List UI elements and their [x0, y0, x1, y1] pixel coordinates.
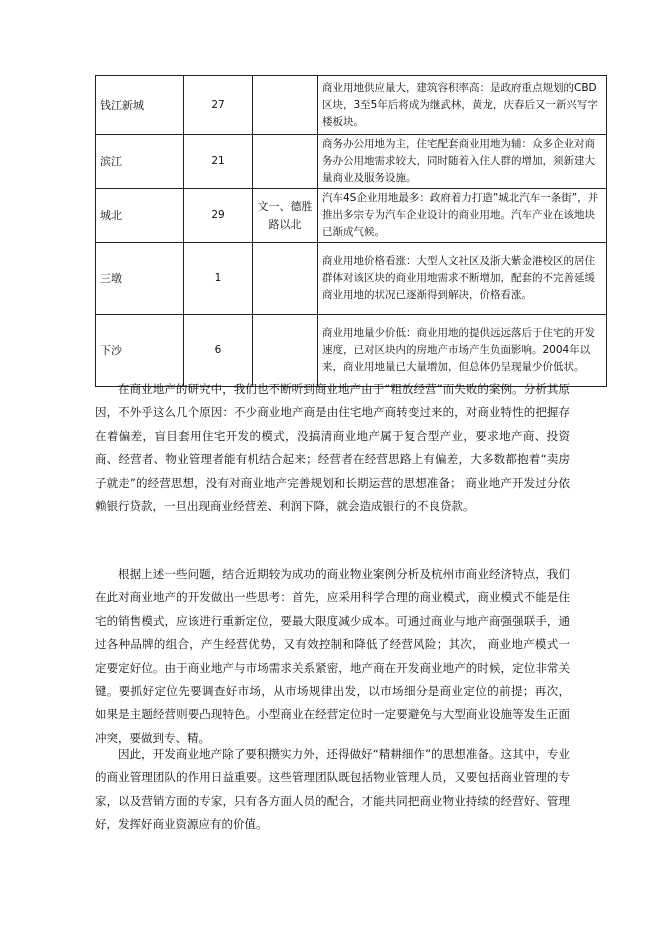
region-name-cell: 下沙 — [96, 315, 184, 387]
body-paragraph: 因此，开发商业地产除了要积攒实力外，还得做好“精耕细作”的思想准备。这其中，专业的商业管理团队的作用日益重要。这些管理团队既包括物业管理人员，又要包括商业管理的专家，以及营销方面的专家，只有各方面人员的配合，才能共同把商业物业持续的经营好、管理好，发挥好商业资源应有的价值。 — [95, 747, 570, 832]
location-cell: 文一、德胜路以北 — [253, 189, 318, 243]
table-row — [96, 76, 607, 135]
land-count-cell: 6 — [184, 315, 253, 387]
region-name-cell: 钱江新城 — [96, 76, 184, 135]
commercial-land-table — [95, 75, 607, 387]
table-row — [96, 189, 607, 243]
description-cell: 商务办公用地为主，住宅配套商业用地为辅：众多企业对商务办公用地需求较大，同时随着入住人群的增加，须新建大量商业及服务设施。 — [318, 135, 607, 189]
region-name-cell: 三墩 — [96, 243, 184, 315]
table-row — [96, 135, 607, 189]
region-name-cell: 城北 — [96, 189, 184, 243]
table-row — [96, 243, 607, 315]
location-cell — [253, 135, 318, 189]
land-count-cell: 21 — [184, 135, 253, 189]
region-name-cell: 滨江 — [96, 135, 184, 189]
description-cell: 汽车4S企业用地最多：政府着力打造”城北汽车一条街”，并推出多宗专为汽车企业设计的商业用地。汽车产业在该地块已渐成气候。 — [318, 189, 607, 243]
land-count-cell: 27 — [184, 76, 253, 135]
land-count-cell: 29 — [184, 189, 253, 243]
location-cell — [253, 243, 318, 315]
description-cell: 商业用地量少价低：商业用地的提供远远落后于住宅的开发速度，已对区块内的房地产市场产生负面影响。2004年以来，商业用地量已大量增加，但总体仍呈现量少价低状。 — [318, 315, 607, 387]
table-row — [96, 315, 607, 387]
description-cell: 商业用地供应量大，建筑容积率高：是政府重点规划的CBD区块，3至5年后将成为继武林，黄龙，庆春后又一新兴写字楼板块。 — [318, 76, 607, 135]
description-cell: 商业用地价格看涨：大型人文社区及浙大紫金港校区的居住群体对该区块的商业用地需求不断增加，配套的不完善延缓商业用地的状况已逐渐得到解决，价格看涨。 — [318, 243, 607, 315]
location-cell — [253, 315, 318, 387]
body-paragraph: 在商业地产的研究中，我们也不断听到商业地产由于“粗放经营”而失败的案例。分析其原因，不外乎这么几个原因：不少商业地产商是由住宅地产商转变过来的，对商业特性的把握存在着偏差，盲目套用住宅开发的模式，没搞清商业地产属于复合型产业，要求地产商、投资商、经营者、物业管理者能有机结合起来；经营者在经营思路上有偏差，大多数都抱着“卖房子就走”的经营思想，没有对商业地产完善规划和长期运营的思想准备； 商业地产开发过分依赖银行贷款，一旦出现商业经营差、利润下降，就会造成银行的不良贷款。 — [95, 382, 570, 514]
location-cell — [253, 76, 318, 135]
body-paragraph: 根据上述一些问题，结合近期较为成功的商业物业案例分析及杭州市商业经济特点，我们在此对商业地产的开发做出一些思考：首先，应采用科学合理的商业模式，商业模式不能是住宅的销售模式，应该进行重新定位，要最大限度减少成本。可通过商业与地产商强强联手，通过各种品牌的组合，产生经营优势，又有效控制和降低了经营风险；其次， 商业地产模式一定要定好位。由于商业地产与市场需求关系紧密，地产商在开发商业地产的时候，定位非常关键。要抓好定位先要调查好市场，从市场规律出发，以市场细分是商业定位的前提；再次， 如果是主题经营则要凸现特色。小型商业在经营定位时一定要避免与大型商业设施等发生正面冲突，要做到专、精。 — [95, 567, 570, 745]
land-count-cell: 1 — [184, 243, 253, 315]
